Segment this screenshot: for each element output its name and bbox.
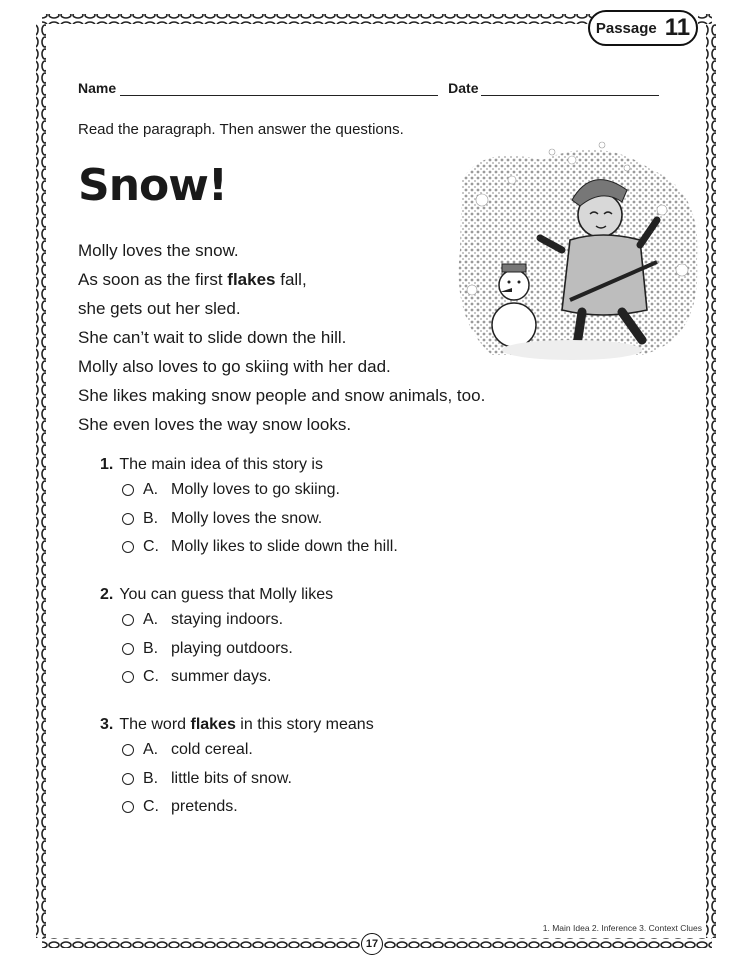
girl-with-sled-and-snowman-icon [452, 140, 704, 365]
date-field[interactable] [481, 81, 659, 96]
question-3 [100, 714, 374, 822]
vocab-word-flakes: flakes [190, 716, 236, 733]
passage-badge [588, 10, 698, 46]
option-letter: B. [143, 769, 159, 787]
question-text: The main idea of this story is [119, 456, 323, 473]
answer-option-2a[interactable] [122, 606, 333, 635]
name-field[interactable] [120, 81, 438, 96]
story-line: She can’t wait to slide down the hill. [78, 328, 347, 347]
question-2 [100, 584, 333, 692]
option-letter: B. [143, 639, 159, 657]
radio-bubble-icon[interactable] [122, 744, 134, 756]
option-letter: A. [143, 741, 159, 759]
question-number: 3. [100, 716, 114, 733]
option-text: staying indoors. [171, 611, 284, 629]
story-paragraph [78, 236, 485, 439]
story-line: she gets out her sled. [78, 299, 241, 318]
story-line: She even loves the way snow looks. [78, 415, 352, 434]
answer-option-1a[interactable] [122, 476, 398, 505]
question-number: 2. [100, 586, 114, 603]
question-number: 1. [100, 456, 114, 473]
question-1 [100, 454, 398, 562]
story-line: Molly also loves to go skiing with her dad. [78, 357, 391, 376]
name-label: Name [78, 80, 117, 96]
answer-option-3b[interactable] [122, 765, 374, 794]
radio-bubble-icon[interactable] [122, 643, 134, 655]
date-label: Date [448, 80, 479, 96]
option-text: playing outdoors. [171, 639, 293, 657]
option-letter: B. [143, 509, 159, 527]
option-text: Molly loves to go skiing. [171, 481, 340, 499]
skills-footer: 1. Main Idea 2. Inference 3. Context Clues [542, 923, 702, 933]
question-text: You can guess that Molly likes [119, 586, 334, 603]
story-line [78, 265, 485, 294]
option-letter: C. [143, 668, 159, 686]
answer-option-3a[interactable] [122, 736, 374, 765]
radio-bubble-icon[interactable] [122, 541, 134, 553]
option-text: pretends. [171, 798, 238, 816]
radio-bubble-icon[interactable] [122, 513, 134, 525]
option-letter: C. [143, 798, 159, 816]
radio-bubble-icon[interactable] [122, 614, 134, 626]
name-date-row [78, 76, 670, 96]
story-text: fall, [275, 270, 307, 289]
question-text: in this story means [235, 716, 374, 733]
option-letter: C. [143, 538, 159, 556]
question-text: The word [119, 716, 191, 733]
answer-option-1c[interactable] [122, 533, 398, 562]
answer-option-1b[interactable] [122, 505, 398, 534]
page-number: 17 [361, 933, 383, 955]
instructions: Read the paragraph. Then answer the questions. [78, 121, 404, 138]
option-letter: A. [143, 481, 159, 499]
option-text: summer days. [171, 668, 272, 686]
page-title: Snow! [78, 160, 227, 211]
option-text: Molly likes to slide down the hill. [171, 538, 398, 556]
answer-option-2b[interactable] [122, 635, 333, 664]
passage-label: Passage [595, 19, 657, 37]
story-text: As soon as the first [78, 270, 228, 289]
answer-option-2c[interactable] [122, 663, 333, 692]
radio-bubble-icon[interactable] [122, 801, 134, 813]
answer-option-3c[interactable] [122, 793, 374, 822]
story-line: Molly loves the snow. [78, 241, 239, 260]
option-text: cold cereal. [171, 741, 253, 759]
option-text: little bits of snow. [171, 769, 292, 787]
passage-number: 11 [664, 14, 691, 41]
option-text: Molly loves the snow. [171, 509, 323, 527]
vocab-word-flakes: flakes [227, 270, 276, 289]
story-line: She likes making snow people and snow animals, too. [78, 386, 486, 405]
option-letter: A. [143, 611, 159, 629]
radio-bubble-icon[interactable] [122, 773, 134, 785]
radio-bubble-icon[interactable] [122, 671, 134, 683]
radio-bubble-icon[interactable] [122, 484, 134, 496]
